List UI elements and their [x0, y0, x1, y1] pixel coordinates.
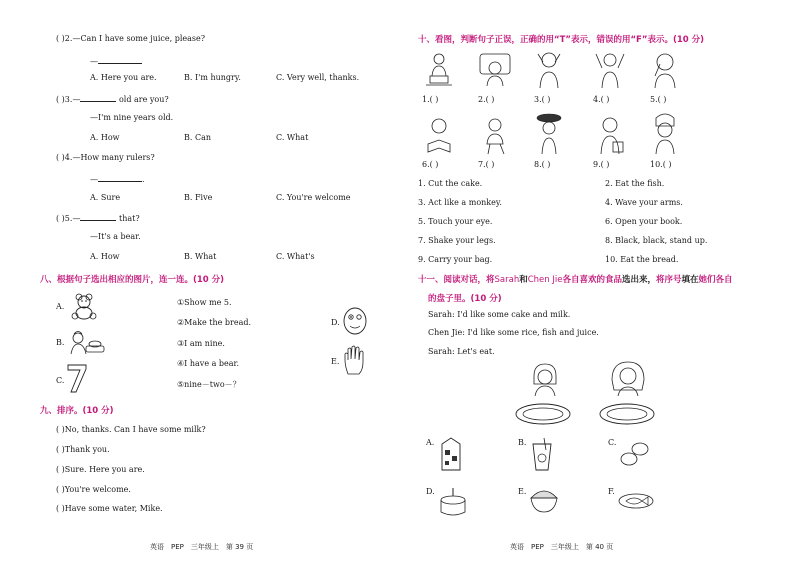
sec10-sentence-8: 8. Black, black, stand up. — [605, 236, 708, 245]
section-11-title — [418, 273, 733, 285]
section-10-title: 十、看图，判断句子正误，正确的用“T”表示，错误的用“F”表示。(10 分) — [418, 35, 705, 45]
sec10-picture-7 — [478, 116, 512, 156]
open-book-icon — [422, 116, 456, 156]
sec10-picture-4 — [593, 50, 627, 90]
birthday-cake-icon — [438, 486, 468, 518]
dialog-line-2: Chen Jie: I'd like some rice, fish and juice. — [428, 328, 599, 337]
sec10-blank-2[interactable]: 2.( ) — [478, 95, 495, 104]
q5-num: 5. — [64, 214, 73, 223]
sec10-sentence-7: 7. Shake your legs. — [418, 236, 496, 245]
sec11-title-c: 选出来， — [622, 275, 657, 285]
sec11-title-score: (10 分) — [470, 294, 502, 304]
q3-option-a: A. How — [90, 133, 120, 142]
juice-glass-icon — [528, 436, 556, 472]
q3-stem — [56, 93, 169, 104]
q5-option-b: B. What — [184, 252, 217, 261]
q4-option-c: C. You're welcome — [276, 193, 351, 202]
sec10-picture-8 — [534, 112, 564, 156]
touch-eye-icon — [650, 50, 680, 90]
sec9-text-4: You're welcome. — [64, 485, 131, 494]
right-footer: 英语 PEP 三年级上 第 40 页 — [510, 543, 614, 551]
girl-chen-jie-icon — [608, 360, 648, 398]
q5-text: that? — [118, 214, 140, 223]
sec11-title-b: 各自喜欢的食品 — [562, 275, 622, 285]
milk-carton-icon — [436, 436, 466, 472]
food-rice[interactable] — [528, 484, 560, 516]
sec10-picture-5 — [650, 50, 680, 90]
sec10-picture-10 — [650, 112, 680, 156]
sec10-picture-2 — [478, 52, 512, 88]
q2-paren[interactable]: ( ) — [56, 34, 65, 43]
dialog-line-3: Sarah: Let's eat. — [428, 347, 495, 356]
q2-answer-blank[interactable] — [98, 55, 142, 64]
eating-icon — [478, 52, 512, 88]
sec9-paren-3[interactable]: ( ) — [56, 465, 65, 474]
plate-icon — [598, 402, 656, 426]
sec9-item-1 — [56, 425, 206, 434]
monkey-act-icon — [534, 50, 564, 90]
number-seven-picture[interactable] — [66, 362, 88, 394]
sec11-title-e: 填在 — [681, 275, 699, 285]
section-9-title: 九、排序。(10 分) — [40, 406, 114, 416]
q4-answer-blank[interactable] — [98, 173, 142, 182]
girl-sarah-icon — [528, 362, 562, 398]
sec10-sentence-6: 6. Open your book. — [605, 217, 683, 226]
sec10-picture-1 — [422, 52, 456, 88]
sec9-paren-2[interactable]: ( ) — [56, 445, 65, 454]
q5-option-a: A. How — [90, 252, 120, 261]
sec8-label-b: B. — [56, 338, 65, 347]
plate-icon — [514, 402, 572, 426]
q4-paren[interactable]: ( ) — [56, 153, 65, 162]
sec9-item-2 — [56, 445, 110, 454]
sec9-text-1: No, thanks. Can I have some milk? — [64, 425, 206, 434]
sec9-paren-1[interactable]: ( ) — [56, 425, 65, 434]
sec8-sentence-3: ③I am nine. — [177, 339, 225, 348]
sec10-blank-10[interactable]: 10.( ) — [650, 160, 672, 169]
q4-stem — [56, 153, 155, 162]
q3-blank[interactable] — [80, 93, 116, 102]
q4-answer — [90, 173, 145, 184]
sec8-sentence-4: ④I have a bear. — [177, 359, 240, 368]
sec10-sentence-3: 3. Act like a monkey. — [418, 198, 502, 207]
sarah-portrait — [528, 362, 562, 398]
sec10-blank-9[interactable]: 9.( ) — [593, 160, 610, 169]
left-footer: 英语 PEP 三年级上 第 39 页 — [150, 543, 254, 551]
q2-option-a: A. Here you are. — [90, 73, 157, 82]
food-fish[interactable] — [618, 490, 654, 510]
sec10-blank-5[interactable]: 5.( ) — [650, 95, 667, 104]
q5-paren[interactable]: ( ) — [56, 214, 65, 223]
hand-five-fingers-icon — [342, 344, 368, 376]
sec10-sentence-9: 9. Carry your bag. — [418, 255, 493, 264]
cutting-cake-icon — [422, 52, 456, 88]
face-picture[interactable] — [342, 306, 368, 336]
sec11-title-d: 将序号 — [656, 275, 682, 285]
section-11-title-line2 — [428, 292, 502, 304]
eat-bread-icon — [650, 112, 680, 156]
food-label-c: C. — [608, 438, 617, 447]
q2-num: 2. — [64, 34, 73, 43]
sec9-paren-4[interactable]: ( ) — [56, 485, 65, 494]
q5-blank[interactable] — [80, 212, 116, 221]
bear-icon — [68, 292, 100, 320]
bread-rolls-icon — [618, 440, 652, 468]
sec8-sentence-2: ②Make the bread. — [177, 318, 252, 327]
bear-picture[interactable] — [68, 292, 100, 320]
sec9-paren-5[interactable]: ( ) — [56, 504, 65, 513]
q4-num: 4. — [64, 153, 73, 162]
q2-answer — [90, 55, 142, 66]
food-cake[interactable] — [438, 486, 468, 518]
q5-option-c: C. What's — [276, 252, 315, 261]
food-label-d: D. — [426, 487, 435, 496]
q3-dash: — — [72, 95, 81, 104]
sec10-picture-6 — [422, 116, 456, 156]
shake-legs-icon — [478, 116, 512, 156]
food-label-b: B. — [518, 438, 527, 447]
sec11-name1: Sarah — [494, 275, 520, 285]
right-page — [400, 0, 800, 566]
chef-icon — [66, 330, 108, 356]
q2-option-b: B. I'm hungry. — [184, 73, 241, 82]
q3-answer: —I'm nine years old. — [90, 113, 174, 122]
q3-text: old are you? — [118, 95, 169, 104]
section-8-title: 八、根据句子选出相应的图片，连一连。(10 分) — [40, 275, 225, 285]
chen-jie-portrait — [608, 360, 648, 398]
hand-five-picture[interactable] — [342, 344, 368, 376]
sec10-blank-8[interactable]: 8.( ) — [534, 160, 551, 169]
sec10-sentence-2: 2. Eat the fish. — [605, 179, 665, 188]
carry-bag-icon — [593, 116, 627, 156]
sec9-item-3 — [56, 465, 145, 474]
sec10-picture-9 — [593, 116, 627, 156]
hat-stand-up-icon — [534, 112, 564, 156]
sec10-sentence-10: 10. Eat the bread. — [605, 255, 679, 264]
sec9-text-5: Have some water, Mike. — [64, 504, 163, 513]
sec10-sentence-4: 4. Wave your arms. — [605, 198, 683, 207]
chen-jie-plate[interactable] — [598, 402, 656, 426]
food-bread[interactable] — [618, 440, 652, 468]
sec9-item-5 — [56, 504, 163, 513]
q3-option-c: C. What — [276, 133, 309, 142]
sarah-plate[interactable] — [514, 402, 572, 426]
sec10-sentence-5: 5. Touch your eye. — [418, 217, 493, 226]
sec10-sentence-1: 1. Cut the cake. — [418, 179, 483, 188]
number-seven-icon — [66, 362, 88, 394]
face-eye-icon — [342, 306, 368, 336]
q2-text: —Can I have some juice, please? — [72, 34, 206, 43]
sec8-label-a: A. — [56, 302, 65, 311]
q3-num: 3. — [64, 95, 73, 104]
sec11-title-line2: 的盘子里。 — [428, 294, 471, 304]
dialog-line-1: Sarah: I'd like some cake and milk. — [428, 310, 571, 319]
wave-arms-icon — [593, 50, 627, 90]
rice-bowl-icon — [528, 484, 560, 516]
sec11-and: 和 — [519, 275, 528, 285]
food-label-e: E. — [518, 487, 527, 496]
q2-stem — [56, 34, 205, 43]
sec9-text-3: Sure. Here you are. — [64, 465, 145, 474]
food-label-f: F. — [608, 487, 615, 496]
q4-option-b: B. Five — [184, 193, 213, 202]
making-bread-picture[interactable] — [66, 330, 108, 356]
q3-paren[interactable]: ( ) — [56, 95, 65, 104]
q4-option-a: A. Sure — [90, 193, 121, 202]
sec9-item-4 — [56, 485, 131, 494]
sec8-label-d: D. — [331, 318, 340, 327]
sec9-text-2: Thank you. — [64, 445, 110, 454]
sec11-title-f: 她们各自 — [698, 275, 733, 285]
sec8-label-e: E. — [331, 357, 340, 366]
sec10-blank-4[interactable]: 4.( ) — [593, 95, 610, 104]
food-milk[interactable] — [436, 436, 466, 472]
q4-text: —How many rulers? — [72, 153, 155, 162]
q4-answer-dash: — — [90, 175, 98, 184]
q2-option-c: C. Very well, thanks. — [276, 73, 360, 82]
q3-option-b: B. Can — [184, 133, 212, 142]
food-label-a: A. — [426, 438, 435, 447]
sec10-blank-3[interactable]: 3.( ) — [534, 95, 551, 104]
q2-answer-dash: — — [90, 57, 98, 66]
sec8-sentence-5: ⑤nine－two－？ — [177, 380, 241, 389]
q5-answer: —It's a bear. — [90, 232, 141, 241]
sec10-picture-3 — [534, 50, 564, 90]
sec11-title-a: 十一、阅读对话，将 — [418, 275, 495, 285]
sec8-label-c: C. — [56, 376, 65, 385]
sec11-name2: Chen Jie — [527, 275, 563, 285]
fish-plate-icon — [618, 490, 654, 510]
q5-dash: — — [72, 214, 81, 223]
q5-stem — [56, 212, 140, 223]
sec10-blank-7[interactable]: 7.( ) — [478, 160, 495, 169]
q4-answer-end: . — [142, 175, 145, 184]
food-juice[interactable] — [528, 436, 556, 472]
sec10-blank-1[interactable]: 1.( ) — [422, 95, 439, 104]
sec10-blank-6[interactable]: 6.( ) — [422, 160, 439, 169]
sec8-sentence-1: ①Show me 5. — [177, 298, 232, 307]
